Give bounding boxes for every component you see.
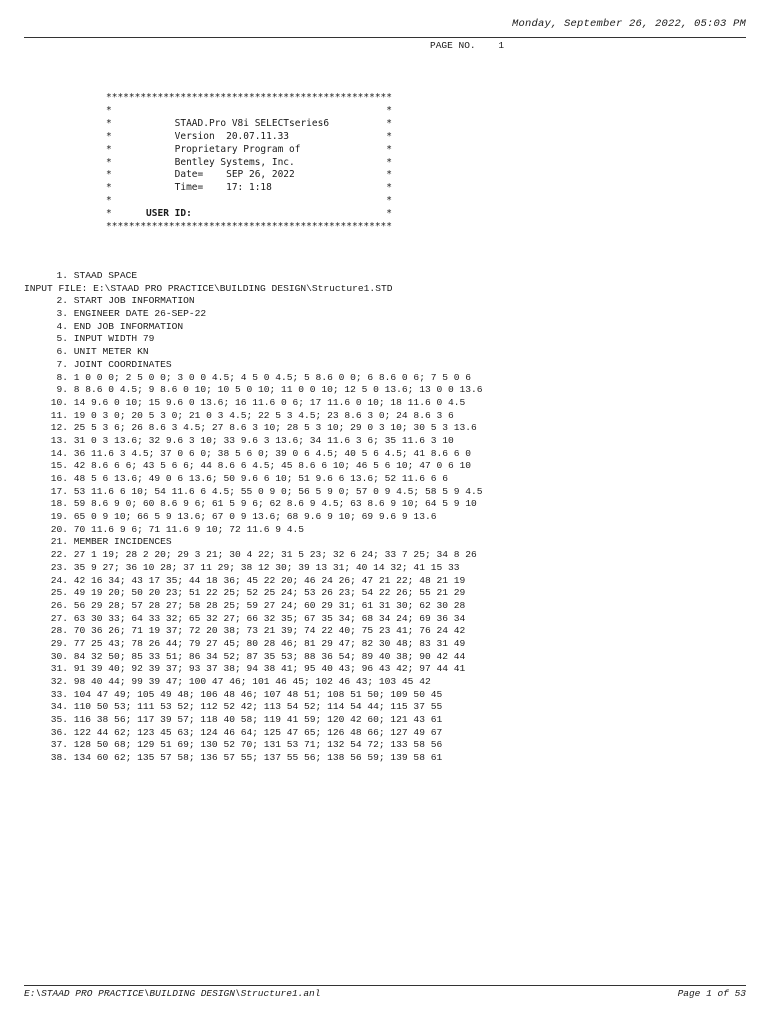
line-text: 8 8.6 0 4.5; 9 8.6 0 10; 10 5 0 10; 11 0 0 10; 12 5 0 13.6; 13 0 0 13.6 bbox=[68, 384, 483, 396]
page-no-label: PAGE NO. bbox=[430, 40, 476, 51]
listing-line bbox=[0, 752, 483, 765]
line-number: 9. bbox=[56, 384, 68, 396]
line-number: 12. bbox=[50, 422, 68, 434]
line-number: 19. bbox=[50, 511, 68, 523]
line-number: 23. bbox=[50, 561, 68, 573]
page-number bbox=[430, 40, 504, 51]
banner-line: * Bentley Systems, Inc. * bbox=[106, 156, 392, 168]
listing-line bbox=[0, 498, 483, 511]
line-text: 19 0 3 0; 20 5 3 0; 21 0 3 4.5; 22 5 3 4.5; 23 8.6 3 0; 24 8.6 3 6 bbox=[68, 409, 454, 421]
line-number: 13. bbox=[50, 434, 68, 446]
listing-line bbox=[0, 448, 483, 461]
line-number: 7. bbox=[56, 358, 68, 370]
line-text: STAAD SPACE bbox=[68, 270, 138, 281]
line-text: 77 25 43; 78 26 44; 79 27 45; 80 28 46; 81 29 47; 82 30 48; 83 31 49 bbox=[68, 637, 466, 649]
line-text: 70 11.6 9 6; 71 11.6 9 10; 72 11.6 9 4.5 bbox=[68, 523, 305, 535]
line-number: 27. bbox=[50, 612, 68, 624]
banner-line: * USER ID: * bbox=[106, 208, 392, 220]
listing-line bbox=[0, 663, 483, 676]
line-number: 4. bbox=[56, 320, 68, 332]
line-text: 59 8.6 9 0; 60 8.6 9 6; 61 5 9 6; 62 8.6 9 4.5; 63 8.6 9 10; 64 5 9 10 bbox=[68, 498, 477, 510]
line-number: 36. bbox=[50, 726, 68, 738]
banner-line: * Date= SEP 26, 2022 * bbox=[106, 169, 392, 181]
line-text: 14 9.6 0 10; 15 9.6 0 13.6; 16 11.6 0 6; 17 11.6 0 10; 18 11.6 0 4.5 bbox=[68, 396, 466, 408]
user-id-label: USER ID: bbox=[146, 208, 192, 220]
program-banner bbox=[106, 92, 392, 234]
line-text: 65 0 9 10; 66 5 9 13.6; 67 0 9 13.6; 68 9.6 9 10; 69 9.6 9 13.6 bbox=[68, 511, 437, 523]
listing-line bbox=[0, 333, 483, 346]
line-text: END JOB INFORMATION bbox=[68, 320, 184, 332]
line-text: 98 40 44; 99 39 47; 100 47 46; 101 46 45; 102 46 43; 103 45 42 bbox=[68, 676, 431, 687]
line-number: 29. bbox=[50, 637, 68, 649]
line-number: 2. bbox=[56, 295, 68, 307]
listing-line bbox=[0, 651, 483, 664]
line-text: 91 39 40; 92 39 37; 93 37 38; 94 38 41; 95 40 43; 96 43 42; 97 44 41 bbox=[68, 663, 466, 675]
line-number: 38. bbox=[50, 752, 68, 764]
line-text: 63 30 33; 64 33 32; 65 32 27; 66 32 35; 67 35 34; 68 34 24; 69 36 34 bbox=[68, 612, 466, 624]
listing-line bbox=[0, 701, 483, 714]
listing-line bbox=[0, 587, 483, 600]
banner-line: * * bbox=[106, 104, 392, 116]
line-number: 24. bbox=[50, 574, 68, 586]
line-number: 15. bbox=[50, 460, 68, 472]
listing-line bbox=[0, 714, 483, 727]
listing-line bbox=[0, 473, 483, 486]
line-number: 17. bbox=[50, 485, 68, 497]
line-text: 128 50 68; 129 51 69; 130 52 70; 131 53 71; 132 54 72; 133 58 56 bbox=[68, 739, 443, 751]
banner-line: * Version 20.07.11.33 * bbox=[106, 130, 392, 142]
listing-line bbox=[0, 486, 483, 499]
line-number: 11. bbox=[50, 409, 68, 421]
listing-line bbox=[0, 739, 483, 752]
line-text: 42 16 34; 43 17 35; 44 18 36; 45 22 20; 46 24 26; 47 21 22; 48 21 19 bbox=[68, 574, 466, 586]
footer-file-path: E:\STAAD PRO PRACTICE\BUILDING DESIGN\Structure1.anl bbox=[24, 988, 321, 999]
line-text: 53 11.6 6 10; 54 11.6 6 4.5; 55 0 9 0; 56 5 9 0; 57 0 9 4.5; 58 5 9 4.5 bbox=[68, 485, 483, 497]
input-listing bbox=[0, 270, 483, 765]
listing-line bbox=[0, 524, 483, 537]
line-text: 104 47 49; 105 49 48; 106 48 46; 107 48 51; 108 51 50; 109 50 45 bbox=[68, 688, 443, 700]
line-number: 33. bbox=[50, 688, 68, 700]
line-text: START JOB INFORMATION bbox=[68, 295, 195, 307]
listing-line bbox=[0, 384, 483, 397]
line-number: 18. bbox=[50, 498, 68, 510]
line-number: 5. bbox=[56, 333, 68, 345]
line-number: 25. bbox=[50, 587, 68, 599]
line-number: 34. bbox=[50, 701, 68, 713]
line-text: JOINT COORDINATES bbox=[68, 358, 172, 370]
footer-page-count: Page 1 of 53 bbox=[677, 988, 746, 999]
line-number: 26. bbox=[50, 599, 68, 611]
listing-line bbox=[0, 575, 483, 588]
listing-line bbox=[0, 397, 483, 410]
listing-line bbox=[0, 549, 483, 562]
line-number: 30. bbox=[50, 650, 68, 662]
listing-line bbox=[0, 321, 483, 334]
listing-line bbox=[0, 676, 483, 689]
line-number: 32. bbox=[50, 676, 68, 687]
line-text: 49 19 20; 50 20 23; 51 22 25; 52 25 24; 53 26 23; 54 22 26; 55 21 29 bbox=[68, 587, 466, 599]
footer-divider bbox=[24, 985, 746, 986]
banner-line: * Time= 17: 1:18 * bbox=[106, 182, 392, 194]
listing-line bbox=[0, 359, 483, 372]
listing-line bbox=[0, 435, 483, 448]
line-text: 1 0 0 0; 2 5 0 0; 3 0 0 4.5; 4 5 0 4.5; 5 8.6 0 0; 6 8.6 0 6; 7 5 0 6 bbox=[68, 371, 472, 383]
listing-line bbox=[0, 600, 483, 613]
line-number: 3. bbox=[56, 308, 68, 320]
listing-line bbox=[0, 410, 483, 423]
line-number: 28. bbox=[50, 625, 68, 637]
listing-line bbox=[0, 562, 483, 575]
line-number: 20. bbox=[50, 523, 68, 535]
listing-line bbox=[0, 689, 483, 702]
listing-line bbox=[0, 372, 483, 385]
line-text: 134 60 62; 135 57 58; 136 57 55; 137 55 56; 138 56 59; 139 58 61 bbox=[68, 752, 443, 764]
line-text: 25 5 3 6; 26 8.6 3 4.5; 27 8.6 3 10; 28 5 3 10; 29 0 3 10; 30 5 3 13.6 bbox=[68, 422, 477, 434]
line-number: 22. bbox=[50, 549, 68, 561]
banner-top-border: ************************************************** bbox=[106, 92, 392, 103]
line-text: 42 8.6 6 6; 43 5 6 6; 44 8.6 6 4.5; 45 8.6 6 10; 46 5 6 10; 47 0 6 10 bbox=[68, 460, 472, 472]
line-text: 56 29 28; 57 28 27; 58 28 25; 59 27 24; 60 29 31; 61 31 30; 62 30 28 bbox=[68, 599, 466, 611]
line-text: 27 1 19; 28 2 20; 29 3 21; 30 4 22; 31 5 23; 32 6 24; 33 7 25; 34 8 26 bbox=[68, 549, 477, 561]
line-text: UNIT METER KN bbox=[68, 346, 149, 358]
line-text: 116 38 56; 117 39 57; 118 40 58; 119 41 59; 120 42 60; 121 43 61 bbox=[68, 714, 443, 726]
line-text: 122 44 62; 123 45 63; 124 46 64; 125 47 65; 126 48 66; 127 49 67 bbox=[68, 726, 443, 738]
line-text: 36 11.6 3 4.5; 37 0 6 0; 38 5 6 0; 39 0 6 4.5; 40 5 6 4.5; 41 8.6 6 0 bbox=[68, 447, 472, 459]
line-text: INPUT WIDTH 79 bbox=[68, 333, 155, 345]
header-divider bbox=[24, 37, 746, 38]
listing-line bbox=[0, 536, 483, 549]
line-text: 48 5 6 13.6; 49 0 6 13.6; 50 9.6 6 10; 51 9.6 6 13.6; 52 11.6 6 6 bbox=[68, 473, 448, 484]
listing-line bbox=[0, 422, 483, 435]
line-number: 14. bbox=[50, 447, 68, 459]
listing-line bbox=[0, 638, 483, 651]
line-number: 37. bbox=[50, 739, 68, 751]
listing-line bbox=[0, 727, 483, 740]
line-text: 84 32 50; 85 33 51; 86 34 52; 87 35 53; 88 36 54; 89 40 38; 90 42 44 bbox=[68, 650, 466, 662]
line-number: 16. bbox=[50, 473, 68, 484]
line-number: 35. bbox=[50, 714, 68, 726]
report-datetime: Monday, September 26, 2022, 05:03 PM bbox=[511, 18, 746, 30]
line-text: MEMBER INCIDENCES bbox=[68, 536, 172, 548]
banner-line: * * bbox=[106, 195, 392, 207]
line-number: 6. bbox=[56, 346, 68, 358]
line-text: 70 36 26; 71 19 37; 72 20 38; 73 21 39; 74 22 40; 75 23 41; 76 24 42 bbox=[68, 625, 466, 637]
listing-line bbox=[0, 511, 483, 524]
listing-line bbox=[0, 625, 483, 638]
line-text: 31 0 3 13.6; 32 9.6 3 10; 33 9.6 3 13.6; 34 11.6 3 6; 35 11.6 3 10 bbox=[68, 434, 454, 446]
listing-line bbox=[0, 295, 483, 308]
page-no-value: 1 bbox=[498, 40, 505, 51]
listing-line bbox=[0, 346, 483, 359]
line-text: 110 50 53; 111 53 52; 112 52 42; 113 54 52; 114 54 44; 115 37 55 bbox=[68, 701, 443, 713]
line-text: 35 9 27; 36 10 28; 37 11 29; 38 12 30; 39 13 31; 40 14 32; 41 15 33 bbox=[68, 561, 460, 573]
listing-line bbox=[0, 613, 483, 626]
line-number: 31. bbox=[50, 663, 68, 675]
banner-bottom-border: ************************************************** bbox=[106, 221, 392, 233]
input-file-line: INPUT FILE: E:\STAAD PRO PRACTICE\BUILDING DESIGN\Structure1.STD bbox=[24, 282, 393, 294]
banner-line: * STAAD.Pro V8i SELECTseries6 * bbox=[106, 117, 392, 129]
line-number: 8. bbox=[56, 371, 68, 383]
line-number: 21. bbox=[50, 536, 68, 548]
listing-line bbox=[0, 460, 483, 473]
line-number: 10. bbox=[50, 396, 68, 408]
line-text: ENGINEER DATE 26-SEP-22 bbox=[68, 308, 207, 320]
banner-body bbox=[106, 105, 392, 219]
listing-line bbox=[0, 308, 483, 321]
banner-line: * Proprietary Program of * bbox=[106, 143, 392, 155]
line-number: 1. bbox=[56, 270, 68, 281]
listing-line bbox=[0, 270, 483, 283]
